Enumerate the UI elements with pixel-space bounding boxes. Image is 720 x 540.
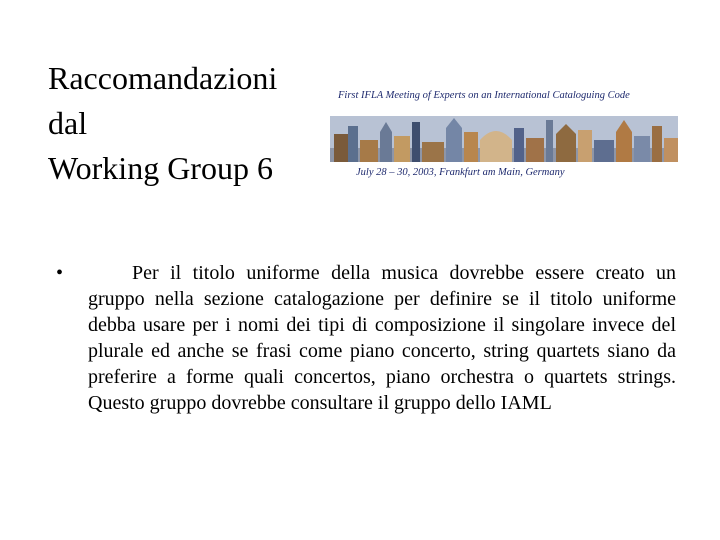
bullet-paragraph: Per il titolo uniforme della musica dovrebbe essere creato un gruppo nella sezione catalogazione per definire se il titolo uniforme debba usare per i nomi dei tipi di composizione il singolare invece del plurale ed anche se frasi come piano concerto, string quartets siano da preferire a forme quali concertos, piano orchestra o quartets strings. Questo gruppo dovrebbe consultare il gruppo dello IAML: [88, 262, 676, 414]
conference-banner-image: [330, 82, 678, 182]
bullet-list: [56, 260, 680, 416]
slide-title: [48, 56, 318, 191]
banner-bottom-text: July 28 – 30, 2003, Frankfurt am Main, Germany: [356, 167, 565, 178]
title-line-1: Raccomandazioni: [48, 60, 278, 96]
title-line-2: dal: [48, 105, 88, 141]
conference-banner: [330, 82, 678, 182]
title-line-3: Working Group 6: [48, 150, 273, 186]
bullet-marker: •: [56, 262, 64, 284]
banner-top-text: First IFLA Meeting of Experts on an International Cataloguing Code: [338, 90, 630, 101]
